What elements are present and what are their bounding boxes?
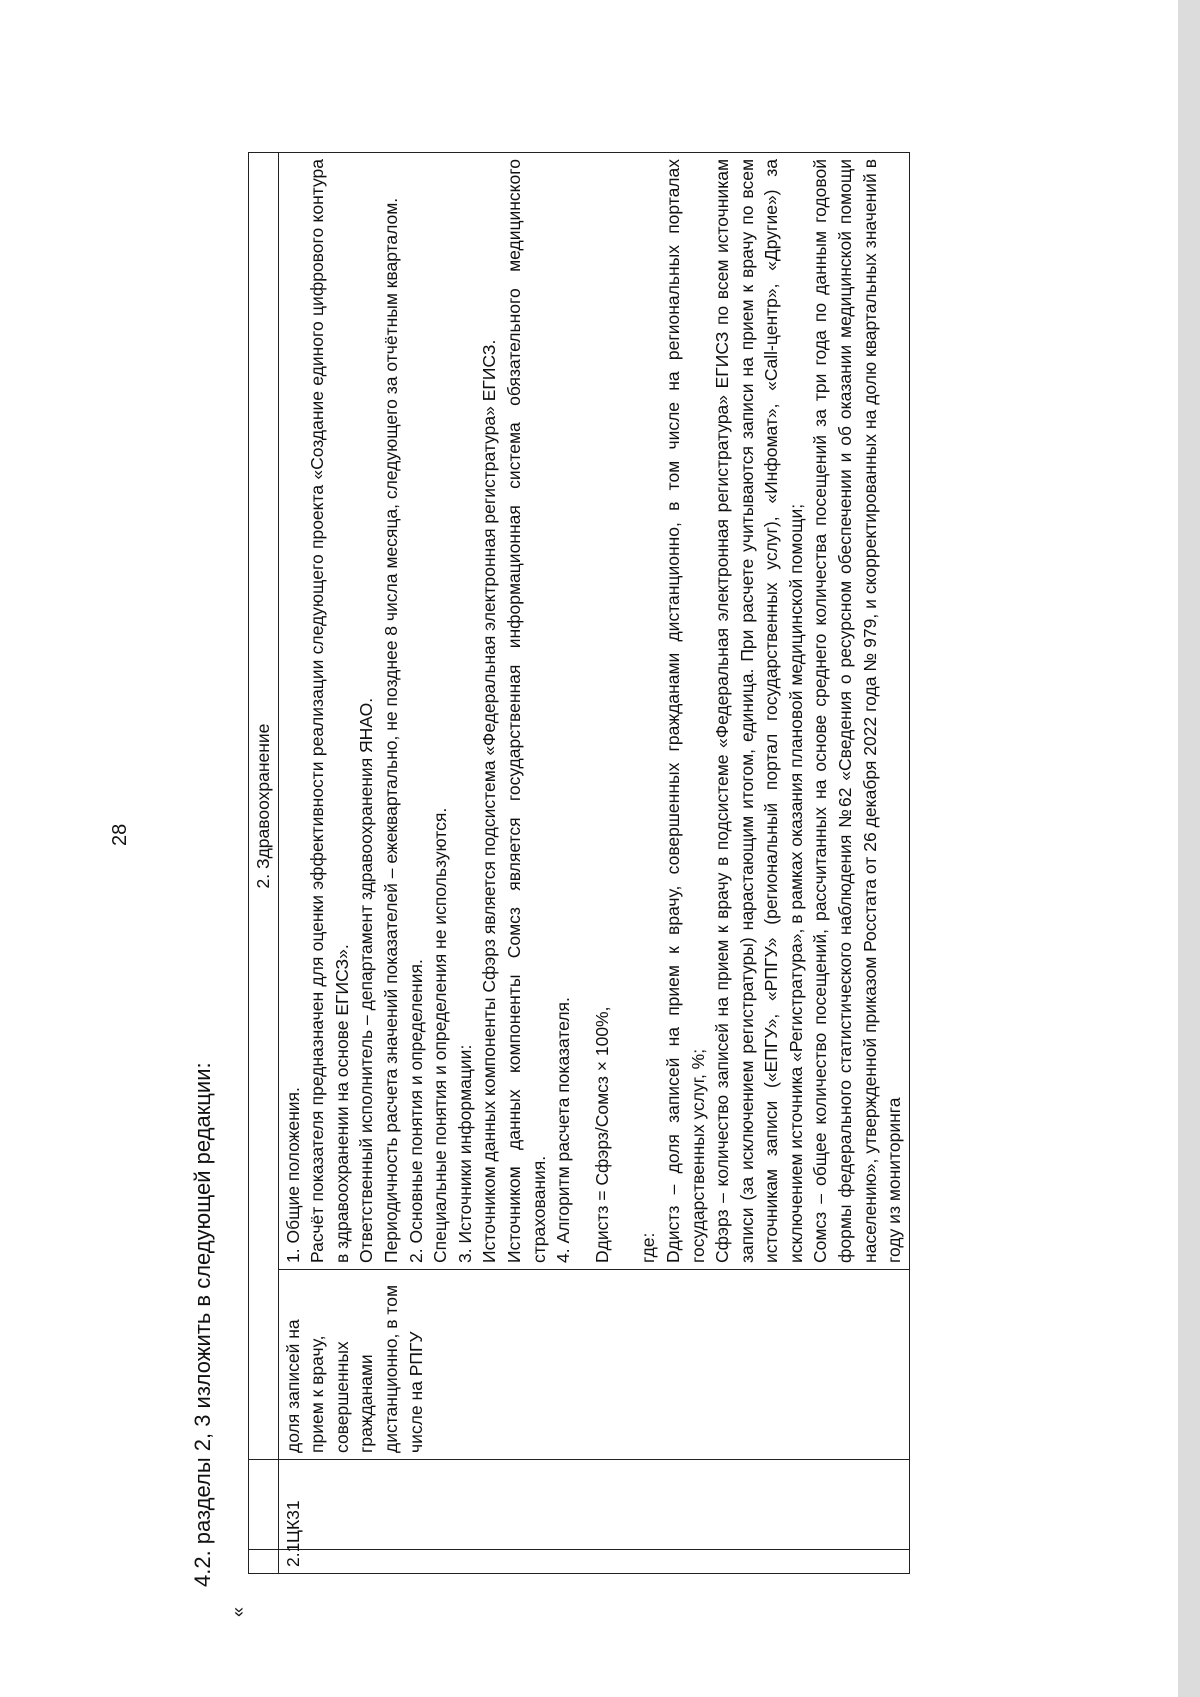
indicator-name: доля записей на прием к врачу, совершенных гражданами дистанционно, в том числе на РПГУ — [278, 1270, 909, 1460]
page-number: 28 — [109, 823, 131, 846]
section-header-row — [249, 153, 279, 1574]
empty-cell — [249, 1550, 279, 1574]
table-row — [278, 153, 909, 1574]
row-number: 2.1 — [278, 1550, 909, 1574]
paragraph: 4. Алгоритм расчета показателя. — [553, 997, 574, 1263]
paragraph: Периодичность расчета значений показателей – ежеквартально, не позднее 8 числа месяца, следующего за отчётным кварталом. — [380, 197, 401, 1263]
section-title: 2. Здравоохранение — [249, 153, 279, 1460]
indicator-methodology — [278, 153, 909, 1270]
rotated-page-content — [0, 137, 1200, 1697]
paragraph: 2. Основные понятия и определения. — [405, 959, 426, 1263]
paragraph: 3. Источники информации: — [454, 1044, 475, 1263]
paragraph: Источником данных компоненты Сфэрз является подсистема «Федеральная электронная регистратура» ЕГИСЗ. — [479, 339, 500, 1263]
formula: Dдистз = Сфэрз/Сомсз × 100%, — [591, 1006, 612, 1263]
paragraph: Источником данных компоненты Сомсз является государственная информационная система обязательного медицинского страхования. — [503, 159, 549, 1263]
opening-quote-mark: « — [228, 1606, 248, 1617]
paragraph: Расчёт показателя предназначен для оценки эффективности реализации следующего проекта «Создание единого цифрового контура в здравоохранении на основе ЕГИСЗ». — [307, 159, 352, 1263]
definition: Dдистз – доля записей на прием к врачу, совершенных гражданами дистанционно, в том числе на региональных порталах государственных услуг, %; — [662, 159, 708, 1263]
definition: Сомсз – общее количество посещений, рассчитанных на основе среднего количества посещений за три года по данным годовой формы федерального статистического наблюдения №62 «Сведения о ресурсном обеспечении и об оказании медицинской помощи населению», утвержденной приказом Росстата от 26 декабря 2022 года № 979, и скорректированных на долю квартальных значений в году из мониторинга — [810, 159, 905, 1263]
definition: Сфэрз – количество записей на прием к врачу в подсистеме «Федеральная электронная регистратура» ЕГИСЗ по всем источникам записи (за исключением регистратуры) нарастающим итогом, единица. При расчете учитываются записи на прием к врачу по всем источникам записи («ЕПГУ», «РПГУ» (региональный портал государственных услуг), «Инфомат», «Call-центр», «Другие») за исключением источника «Регистратура», в рамках оказания плановой медицинской помощи; — [712, 159, 806, 1263]
indicator-table — [248, 152, 910, 1574]
amendment-heading: 4.2. разделы 2, 3 изложить в следующей редакции: — [190, 1062, 215, 1587]
paragraph: Специальные понятия и определения не используются. — [430, 807, 451, 1263]
empty-cell — [249, 1460, 279, 1550]
indicator-code: ЦК31 — [278, 1460, 909, 1550]
where-label: где: — [638, 1232, 659, 1263]
paragraph: Ответственный исполнитель – департамент здравоохранения ЯНАО. — [356, 697, 377, 1263]
paragraph: 1. Общие положения. — [282, 1087, 303, 1263]
